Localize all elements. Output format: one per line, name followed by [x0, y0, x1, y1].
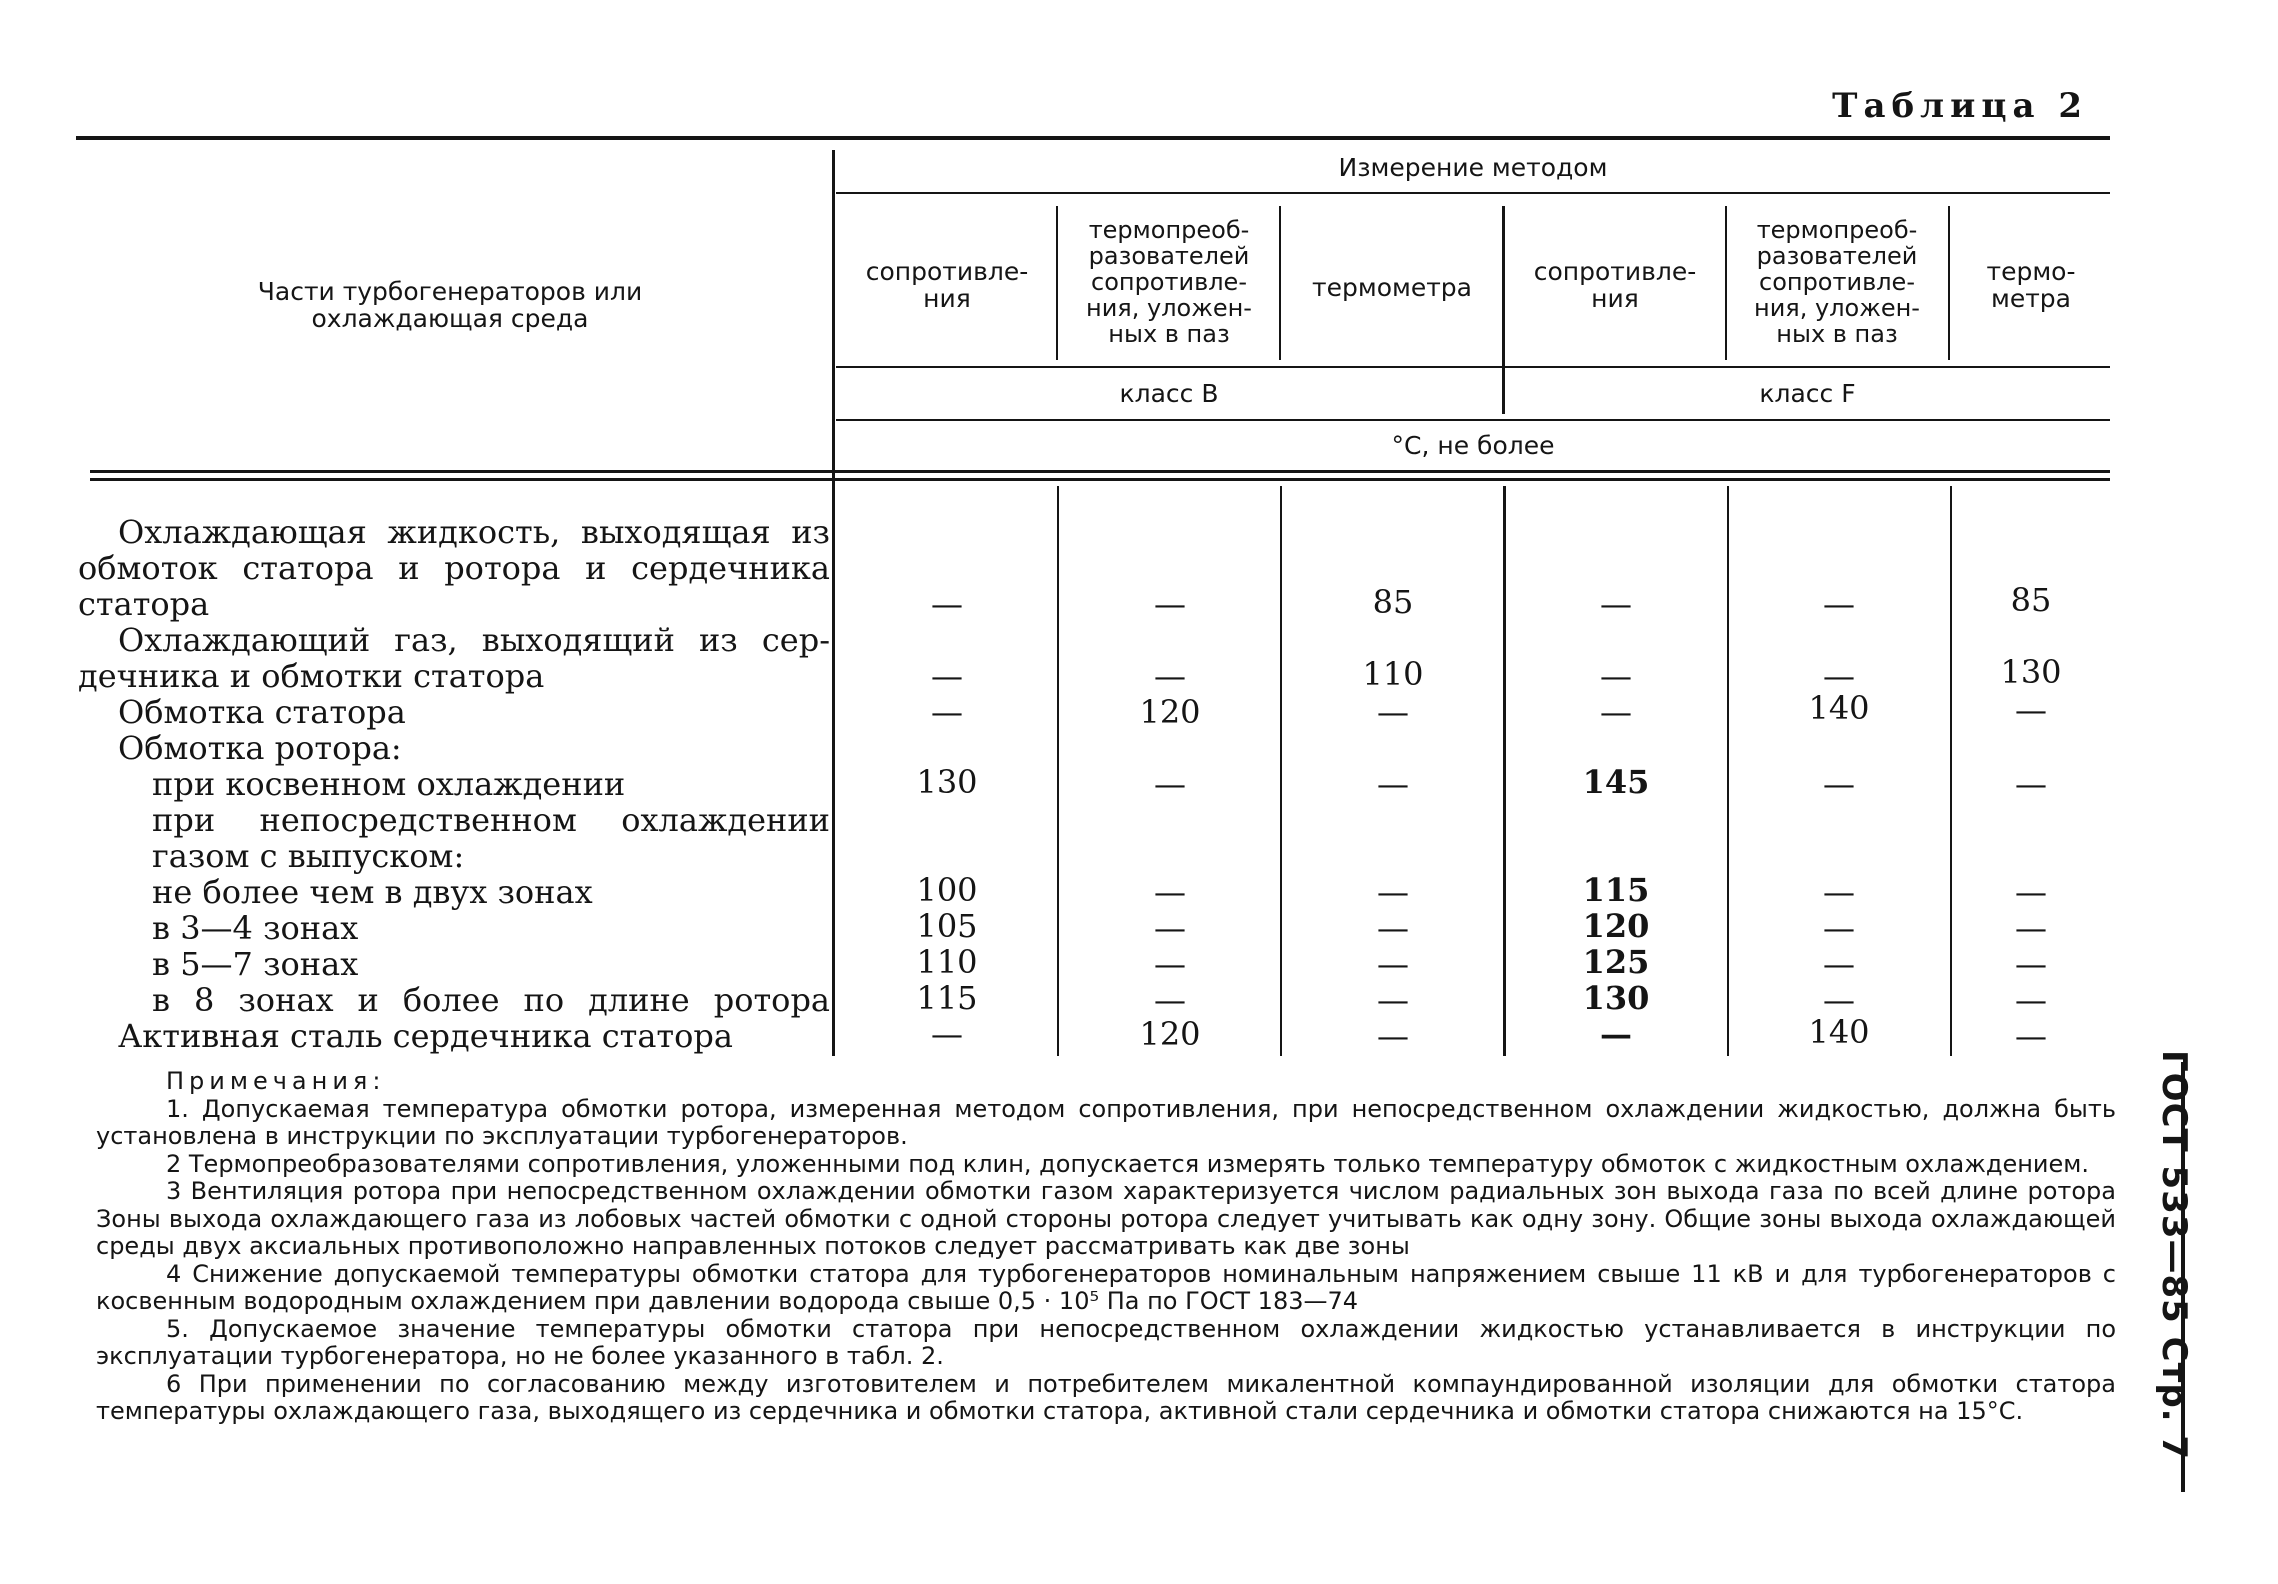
table-cell: —: [1823, 765, 1855, 803]
row-label: не более чем в двух зонах: [152, 873, 593, 911]
table-cell: —: [1823, 657, 1855, 695]
table-cell: —: [1823, 945, 1855, 983]
col-header-thermometer-b: термометра: [1312, 273, 1472, 302]
note-item: 3 Вентиляция ротора при непосредственном охлаждении обмотки газом характеризуется числом радиальных зон выхода газа по всей длине ротора Зоны выхода охлаждающего газа из лобовых частей обмотки с одной стороны ротора следует учитывать как одну зону. Общие зоны выхода охлаждающей среды двух аксиальных противоположно направленных потоков следует рассматривать как две зоны: [96, 1177, 2116, 1260]
unit-rule: [836, 419, 2110, 421]
col-header-resistance-f: сопротивле- ния: [1533, 257, 1697, 313]
table-cell: —: [1823, 909, 1855, 947]
table-cell: —: [2015, 909, 2047, 947]
table-cell: —: [1154, 981, 1186, 1019]
table-cell: —: [1600, 657, 1632, 695]
table-cell: —: [1377, 693, 1409, 731]
note-item: 1. Допускаемая температура обмотки ротора, измеренная методом сопротивления, при непосредственном охлаждении жидкостью, должна быть установлена в инструкции по эксплуатации турбогенераторов.: [96, 1094, 2116, 1150]
table-cell: —: [2015, 873, 2047, 911]
row-label: Обмотка статора: [118, 693, 406, 731]
table-cell: —: [1823, 873, 1855, 911]
table-cell: —: [1377, 945, 1409, 983]
table-title: Таблица 2: [1832, 86, 2088, 126]
table-cell: —: [1823, 981, 1855, 1019]
col-header-resistance-b: сопротивле- ния: [865, 257, 1029, 313]
column-rule-2: [1279, 206, 1281, 360]
notes: [96, 1068, 2116, 1426]
col-header-thermometer-f: термо- метра: [1986, 257, 2076, 313]
row-label: обмоток статора и ротора и сердечника: [78, 549, 830, 587]
note-item: 6 При применении по согласованию между изготовителем и потребителем микалентной компаундированной изоляции для обмотки статора температуры охлаждающего газа, выходящего из сердечника и обмотки статора, активной стали сердечника и обмотки статора снижаются на 15°С.: [96, 1369, 2116, 1425]
note-item: 5. Допускаемое значение температуры обмотки статора при непосредственном охлаждении жидкостью устанавливается в инструкции по эксплуатации турбогенератора, но не более указанного в табл. 2.: [96, 1314, 2116, 1370]
table-cell: 110: [1362, 655, 1424, 693]
row-label: Охлаждающий газ, выходящий из сер-: [118, 621, 830, 659]
table-cell: 105: [916, 907, 978, 945]
table-cell: —: [1154, 765, 1186, 803]
column-rule-5: [1948, 206, 1950, 360]
table-cell: 115: [1582, 871, 1650, 909]
row-label: при непосредственном охлаждении: [152, 801, 830, 839]
table-cell: 115: [916, 979, 978, 1017]
row-label: Охлаждающая жидкость, выходящая из: [118, 513, 830, 551]
table-cell: 85: [2010, 581, 2052, 619]
class-b-header: класс B: [1119, 379, 1219, 408]
header-double-rule-2: [90, 478, 2110, 481]
table-cell: —: [1377, 1017, 1409, 1055]
table-cell: —: [2015, 981, 2047, 1019]
table-cell: 120: [1139, 693, 1201, 731]
row-label: при косвенном охлаждении: [152, 765, 626, 803]
class-f-header: класс F: [1759, 379, 1856, 408]
header-double-rule-1: [90, 470, 2110, 473]
method-header: Измерение методом: [1338, 153, 1608, 182]
table-cell: 85: [1372, 583, 1414, 621]
class-rule: [836, 366, 2110, 368]
table-cell: —: [1377, 909, 1409, 947]
table-cell: —: [2015, 691, 2047, 729]
notes-heading: Примечания:: [166, 1067, 386, 1095]
method-rule: [836, 192, 2110, 194]
table-cell: —: [2015, 1017, 2047, 1055]
row-label: в 5—7 зонах: [152, 945, 359, 983]
table-cell: 120: [1139, 1015, 1201, 1053]
table-cell: 140: [1808, 1013, 1870, 1051]
table-cell: 130: [916, 763, 978, 801]
table-cell: —: [931, 693, 963, 731]
table-cell: 110: [916, 943, 978, 981]
parts-header: Части турбогенераторов или охлаждающая среда: [257, 277, 643, 333]
table-cell: —: [931, 1015, 963, 1053]
table-cell: —: [1377, 873, 1409, 911]
col-header-thermoconverter-b: термопреоб- разователей сопротивле- ния, уложен- ных в паз: [1086, 216, 1252, 348]
row-label: в 8 зонах и более по длине ротора: [152, 981, 830, 1019]
table-cell: —: [1154, 657, 1186, 695]
column-rule-4: [1725, 206, 1727, 360]
col-header-thermoconverter-f: термопреоб- разователей сопротивле- ния, уложен- ных в паз: [1754, 216, 1920, 348]
table-cell: —: [1823, 585, 1855, 623]
table-cell: —: [2015, 945, 2047, 983]
table-cell: 140: [1808, 689, 1870, 727]
row-label: Активная сталь сердечника статора: [118, 1017, 733, 1055]
note-item: 2 Термопреобразователями сопротивления, уложенными под клин, допускается измерять только температуру обмоток с жидкостным охлаждением.: [166, 1149, 2089, 1178]
table-cell: —: [1377, 981, 1409, 1019]
table-cell: —: [1600, 585, 1632, 623]
table-cell: —: [1154, 873, 1186, 911]
table-cell: 125: [1582, 943, 1650, 981]
row-label: газом с выпуском:: [152, 837, 465, 875]
table-cell: —: [2015, 765, 2047, 803]
table-cell: 120: [1582, 907, 1650, 945]
table-cell: —: [931, 657, 963, 695]
row-label: дечника и обмотки статора: [78, 657, 545, 695]
note-item: 4 Снижение допускаемой температуры обмотки статора для турбогенераторов номинальным напряжением свыше 11 кВ и для турбогенераторов с косвенным водородным охлаждением при давлении водорода свыше 0,5 · 10⁵ Па по ГОСТ 183—74: [96, 1259, 2116, 1315]
table-cell: —: [1154, 585, 1186, 623]
table-cell: 130: [2000, 653, 2062, 691]
row-label: статора: [78, 585, 210, 623]
table-cell: —: [1154, 909, 1186, 947]
unit-header: °С, не более: [1391, 431, 1555, 460]
column-rule-1: [1056, 206, 1058, 360]
table-cell: 130: [1582, 979, 1650, 1017]
table-cell: —: [1600, 1015, 1632, 1053]
table-cell: 100: [916, 871, 978, 909]
table-cell: —: [1600, 693, 1632, 731]
table-cell: —: [1377, 765, 1409, 803]
row-label: Обмотка ротора:: [118, 729, 402, 767]
table-cell: —: [1154, 945, 1186, 983]
row-label: в 3—4 зонах: [152, 909, 359, 947]
page-side-label: ГОСТ 533—85 Стр. 7: [2154, 1050, 2194, 1461]
table-cell: —: [931, 585, 963, 623]
table-cell: 145: [1582, 763, 1650, 801]
table-top-rule: [76, 136, 2110, 140]
